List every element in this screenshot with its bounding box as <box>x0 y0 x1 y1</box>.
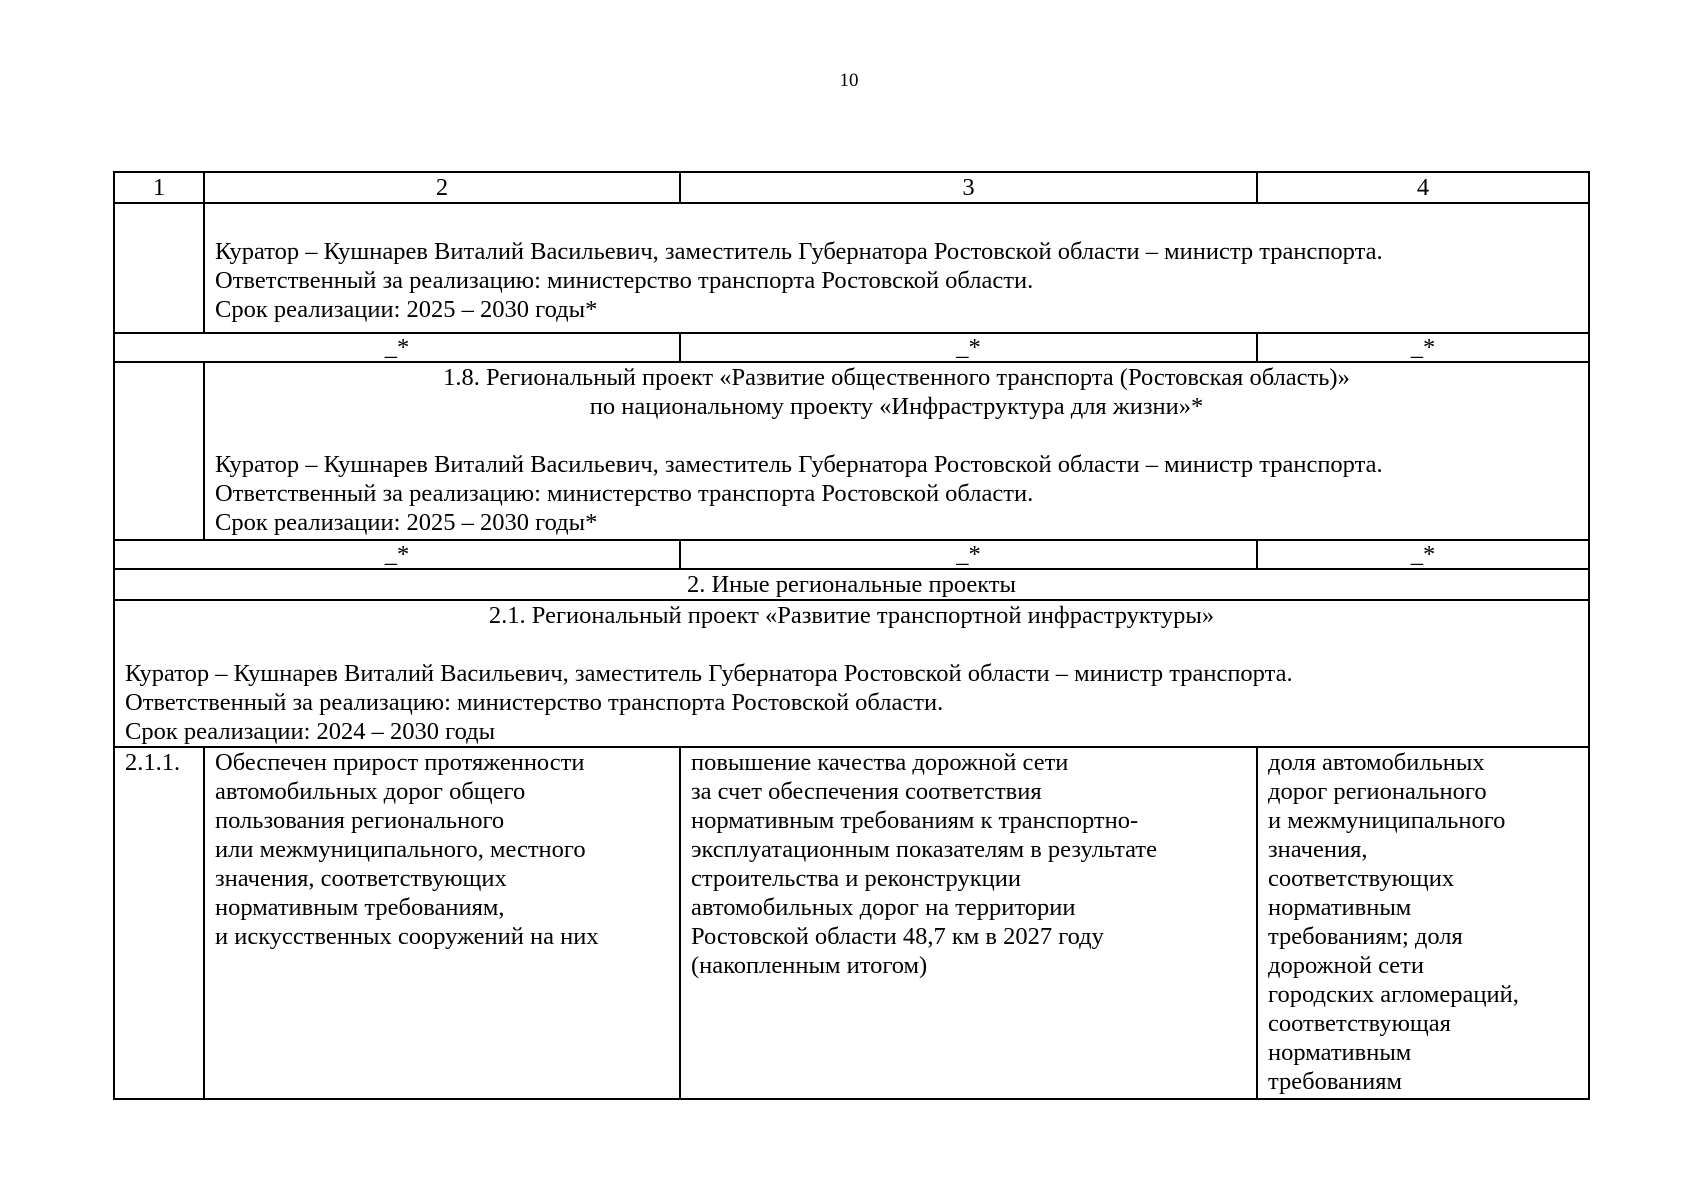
projects-table <box>113 171 1590 1100</box>
task-indicators: доля автомобильных дорог регионального и межмуниципального значения, соответствующих нормативным требованиям; доля дорожной сети городских агломераций, соответствующая нормативным требованиям <box>1257 747 1589 1099</box>
project-2-1-info <box>114 600 1589 747</box>
project-2-1-row <box>114 600 1589 747</box>
empty-number-cell <box>114 362 204 540</box>
star-cell: _* <box>680 540 1257 569</box>
star-cell: _* <box>680 333 1257 362</box>
responsible-text: Ответственный за реализацию: министерство транспорта Ростовской области. <box>215 480 1034 507</box>
project-1-7-info-row <box>114 203 1589 333</box>
column-number-4: 4 <box>1257 172 1589 203</box>
project-1-7-info <box>204 203 1589 333</box>
page-number: 10 <box>839 70 859 91</box>
star-cell: _* <box>1257 333 1589 362</box>
project-1-8-subtitle: по национальному проекту «Инфраструктура для жизни»* <box>589 393 1204 420</box>
term-text: Срок реализации: 2024 – 2030 годы <box>125 718 496 745</box>
footnote-star-row <box>114 540 1589 569</box>
project-1-8-info <box>204 362 1589 540</box>
column-number-1: 1 <box>114 172 204 203</box>
project-2-1-title: 2.1. Региональный проект «Развитие транспортной инфраструктуры» <box>488 602 1215 629</box>
section-heading-row <box>114 569 1589 600</box>
column-number-2: 2 <box>204 172 680 203</box>
task-number: 2.1.1. <box>114 747 204 1099</box>
empty-number-cell <box>114 203 204 333</box>
column-number-3: 3 <box>680 172 1257 203</box>
star-cell: _* <box>114 333 680 362</box>
task-row-2-1-1 <box>114 747 1589 1099</box>
project-1-8-row <box>114 362 1589 540</box>
star-cell: _* <box>1257 540 1589 569</box>
responsible-text: Ответственный за реализацию: министерство транспорта Ростовской области. <box>215 267 1034 294</box>
project-1-8-title: 1.8. Региональный проект «Развитие общественного транспорта (Ростовская область)» <box>443 364 1350 391</box>
section-heading: 2. Иные региональные проекты <box>114 569 1589 600</box>
footnote-star-row <box>114 333 1589 362</box>
responsible-text: Ответственный за реализацию: министерство транспорта Ростовской области. <box>125 689 944 716</box>
star-cell: _* <box>114 540 680 569</box>
term-text: Срок реализации: 2025 – 2030 годы* <box>215 509 598 536</box>
task-description: Обеспечен прирост протяженности автомобильных дорог общего пользования регионального или межмуниципального, местного значения, соответствующих нормативным требованиям, и искусственных сооружений на них <box>204 747 680 1099</box>
column-numbers-row <box>114 172 1589 203</box>
term-text: Срок реализации: 2025 – 2030 годы* <box>215 296 598 323</box>
curator-text: Куратор – Кушнарев Виталий Васильевич, заместитель Губернатора Ростовской области – министр транспорта. <box>215 451 1383 478</box>
task-effect: повышение качества дорожной сети за счет обеспечения соответствия нормативным требованиям к транспортно- эксплуатационным показателям в результате строительства и реконструкции автомобильных дорог на территории Ростовской области 48,7 км в 2027 году (накопленным итогом) <box>680 747 1257 1099</box>
curator-text: Куратор – Кушнарев Виталий Васильевич, заместитель Губернатора Ростовской области – министр транспорта. <box>125 660 1293 687</box>
curator-text: Куратор – Кушнарев Виталий Васильевич, заместитель Губернатора Ростовской области – министр транспорта. <box>215 238 1383 265</box>
